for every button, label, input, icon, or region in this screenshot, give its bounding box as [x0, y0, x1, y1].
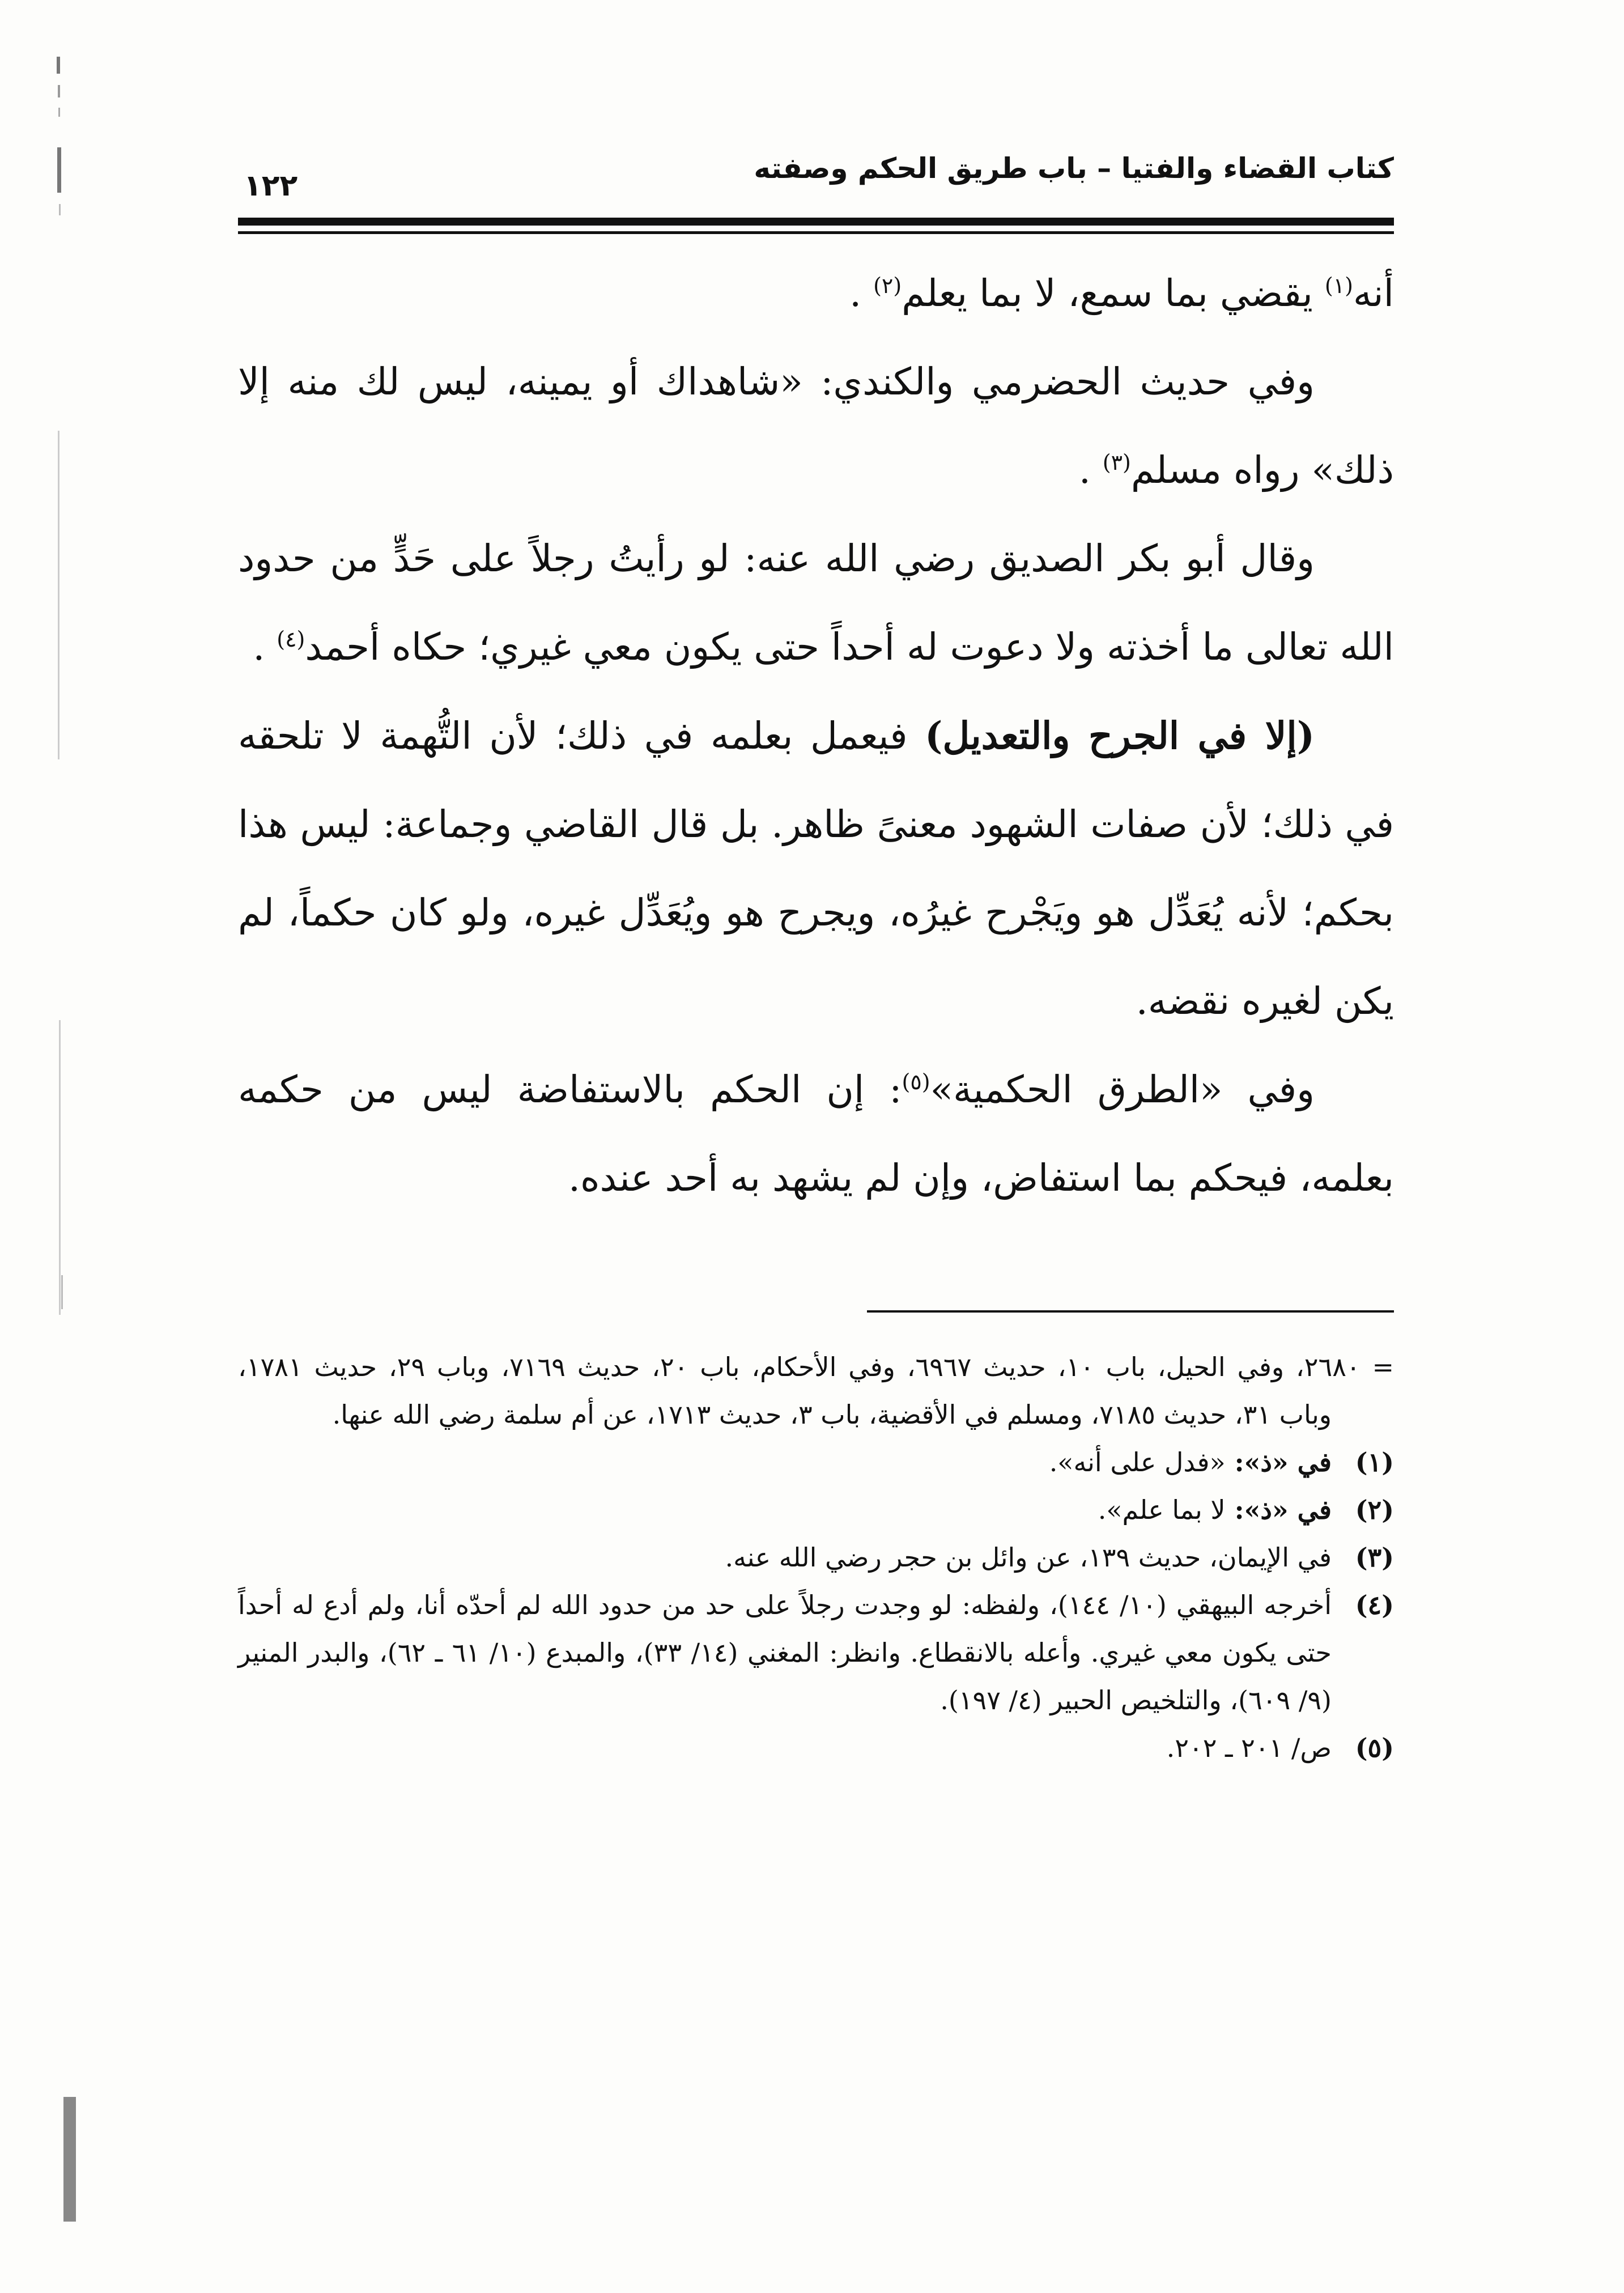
footnote-text: ص/ ٢٠١ ـ ٢٠٢.	[1166, 1733, 1332, 1763]
scan-edge-marks	[0, 0, 113, 2293]
footnote-ref: (١)	[1324, 273, 1353, 298]
footnote-text: أخرجه البيهقي (١٠/ ١٤٤)، ولفظه: لو وجدت رجلاً على حد من حدود الله لم أحدّه أنا، ولم أدع له أحداً حتى يكون معي غيري. وأعله بالانقطاع. وانظر: المغني (١٤/ ٣٣)، والمبدع (١٠/ ٦١ ـ ٦٢)، والبدر المنير (٩/ ٦٠٩)، والتلخيص الحبير (٤/ ١٩٧).	[238, 1590, 1332, 1715]
text-run: .	[253, 625, 277, 669]
paragraph-1	[238, 249, 1394, 338]
footnote-1	[238, 1438, 1394, 1486]
footnote-separator	[867, 1310, 1394, 1313]
text-run: وفي حديث الحضرمي والكندي: «شاهداك أو يمينه، ليس لك منه إلا ذلك» رواه مسلم	[238, 360, 1394, 492]
text-run: وقال أبو بكر الصديق رضي الله عنه: لو رأيتُ رجلاً على حَدٍّ من حدود الله تعالى ما أخذته ولا دعوت له أحداً حتى يكون معي غيري؛ حكاه أحمد	[238, 537, 1394, 669]
footnote-number: (٢)	[1355, 1494, 1394, 1525]
main-text	[238, 249, 1394, 1222]
running-header	[238, 142, 1394, 204]
header-rule-thick	[238, 218, 1394, 226]
footnote-2	[238, 1486, 1394, 1534]
text-run: فيعمل بعلمه في ذلك؛ لأن التُّهمة لا تلحقه في ذلك؛ لأن صفات الشهود معنىً ظاهر. بل قال القاضي وجماعة: ليس هذا بحكم؛ لأنه يُعَدِّل هو ويَجْرح غيرُه، ويجرح هو ويُعَدِّل غيره، ولو كان حكماً، لم يكن لغيره نقضه.	[238, 714, 1394, 1023]
footnote-3	[238, 1534, 1394, 1581]
text-run: وفي «الطرق الحكمية»	[930, 1068, 1315, 1111]
footnote-text: في الإيمان، حديث ١٣٩، عن وائل بن حجر رضي الله عنه.	[725, 1542, 1332, 1573]
header-rule-thin	[238, 231, 1394, 234]
footnote-ref: (٥)	[902, 1069, 930, 1094]
footnote-ref: (٢)	[873, 273, 902, 298]
paragraph-5	[238, 1046, 1394, 1222]
footnotes	[238, 1343, 1394, 1772]
footnote-text: لا بما علم».	[1098, 1494, 1226, 1525]
footnote-5	[238, 1724, 1394, 1772]
footnote-source-ref: في «ذ»:	[1225, 1447, 1332, 1477]
footnote-source-ref: في «ذ»:	[1225, 1494, 1332, 1525]
footnote-number: (١)	[1355, 1447, 1394, 1477]
footnote-4	[238, 1581, 1394, 1724]
footnote-ref: (٣)	[1102, 450, 1131, 475]
text-run: أنه	[1353, 271, 1394, 315]
footnote-text: «فدل على أنه».	[1049, 1447, 1226, 1477]
footnote-ref: (٤)	[277, 627, 305, 652]
text-run: .	[849, 271, 874, 315]
matn-bold-text: (إلا في الجرح والتعديل)	[925, 714, 1315, 758]
footnote-number: (٥)	[1355, 1733, 1394, 1763]
footnote-continuation: = ٢٦٨٠، وفي الحيل، باب ١٠، حديث ٦٩٦٧، وفي الأحكام، باب ٢٠، حديث ٧١٦٩، وباب ٢٩، حديث ١٧٨١، وباب ٣١، حديث ٧١٨٥، ومسلم في الأقضية، باب ٣، حديث ١٧١٣، عن أم سلمة رضي الله عنها.	[238, 1352, 1394, 1430]
page-number: ١٢٢	[244, 169, 298, 203]
text-run: يقضي بما سمع، لا بما يعلم	[902, 271, 1325, 315]
paragraph-4	[238, 691, 1394, 1046]
footnote-number: (٣)	[1355, 1542, 1394, 1573]
paragraph-3	[238, 515, 1394, 691]
header-title: كتاب القضاء والفتيا – باب طريق الحكم وصفته	[754, 152, 1394, 185]
text-run: .	[1078, 448, 1103, 492]
footnote-number: (٤)	[1355, 1590, 1395, 1620]
paragraph-2	[238, 338, 1394, 515]
text-run: : إن الحكم بالاستفاضة ليس من حكمه بعلمه، فيحكم بما استفاض، وإن لم يشهد به أحد عنده.	[238, 1068, 1394, 1200]
